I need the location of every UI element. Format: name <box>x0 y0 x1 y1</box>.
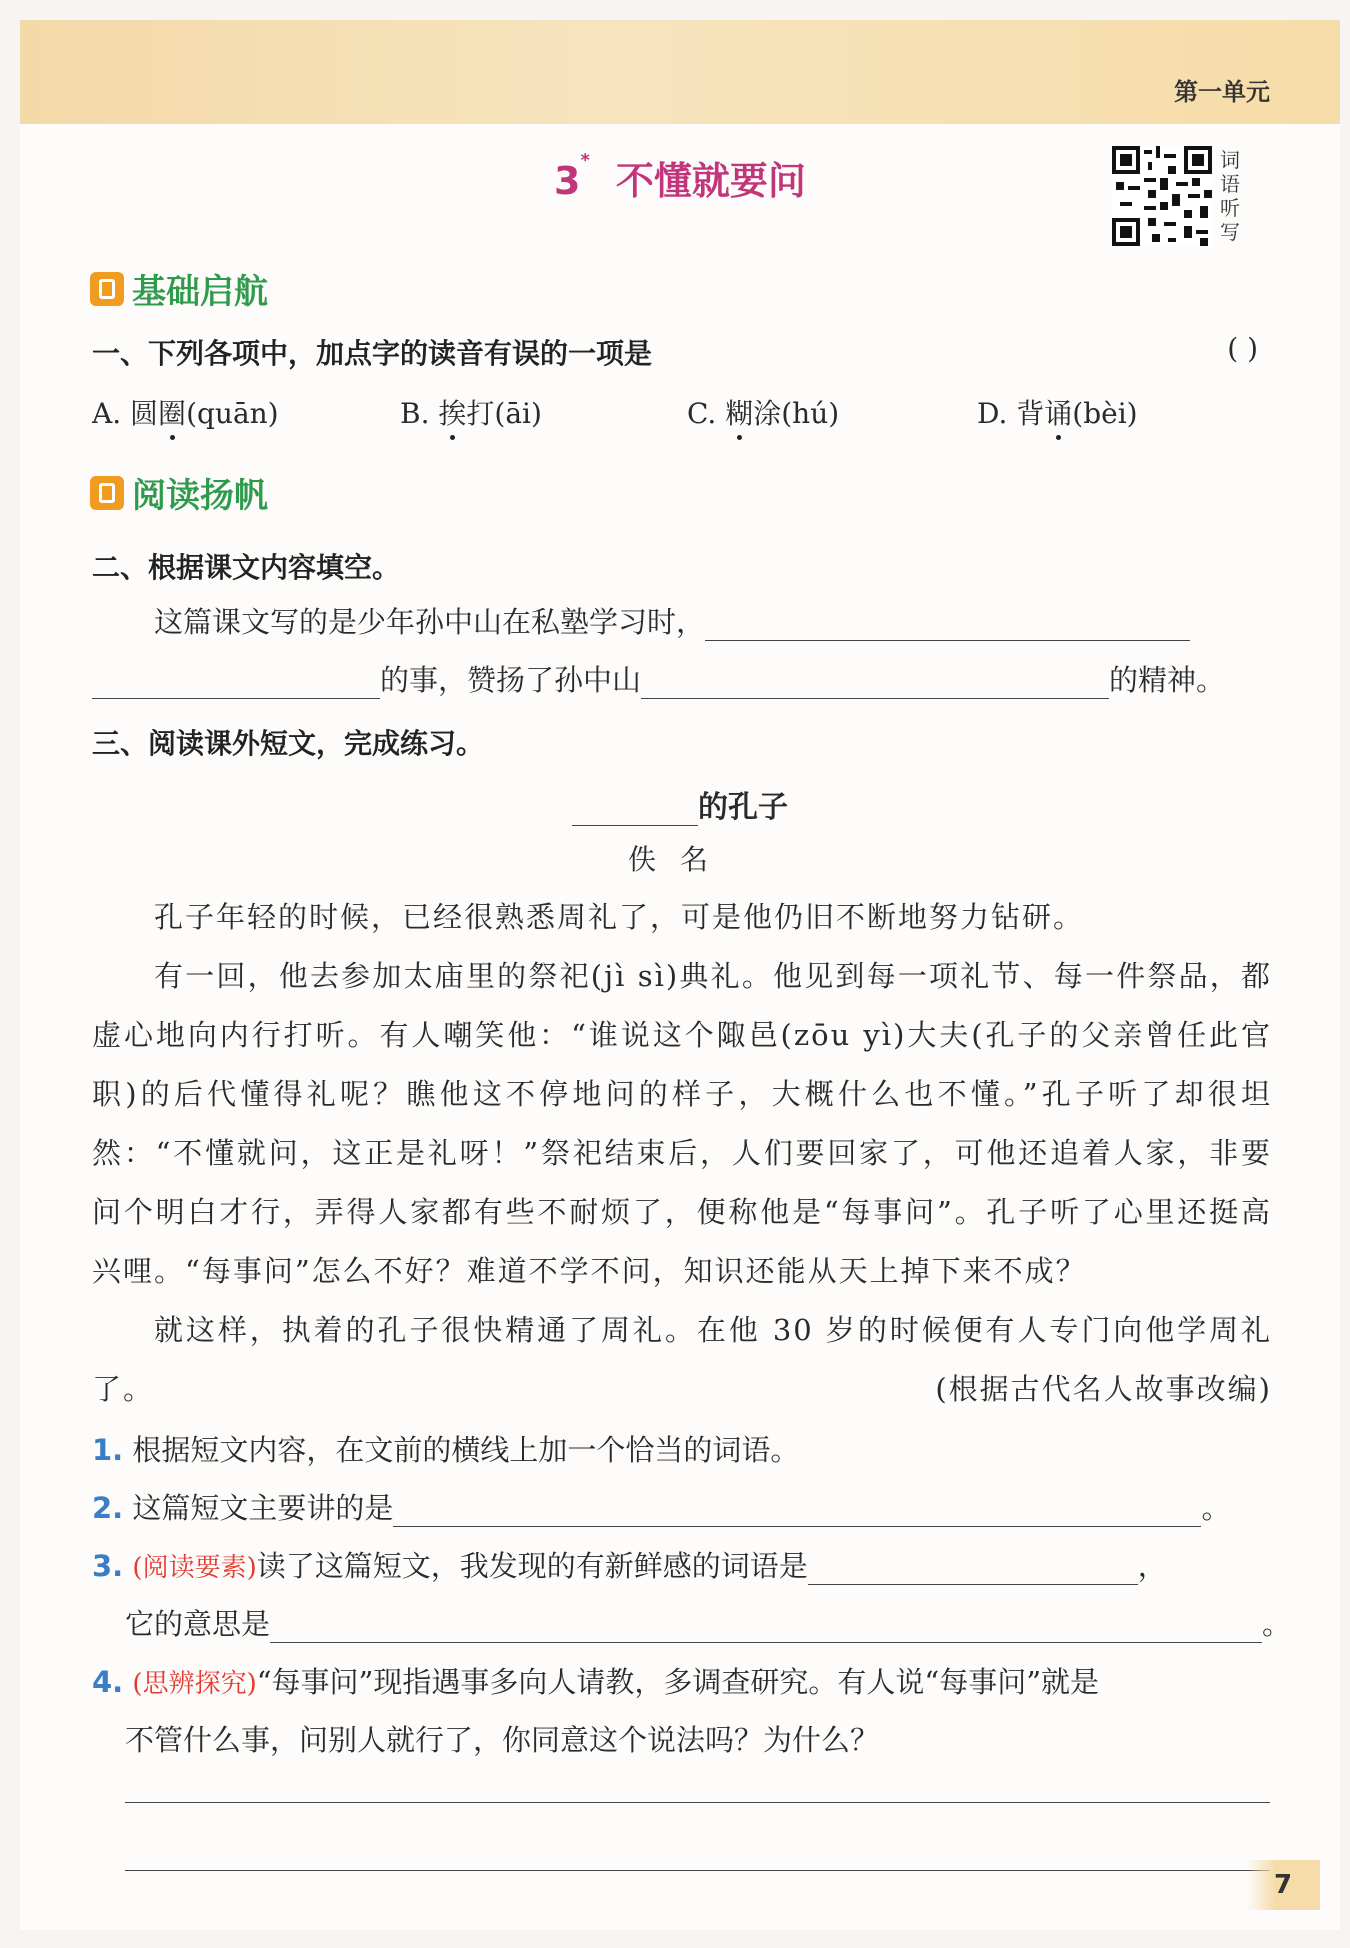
sail-icon <box>90 476 124 510</box>
option-a[interactable]: A. 圆圈(quān) <box>92 397 279 430</box>
anchor-icon <box>90 272 124 306</box>
passage-title: 的孔子 <box>20 782 1340 826</box>
lesson-name: 不懂就要问 <box>615 159 806 203</box>
paragraph-1: 孔子年轻的时候，已经很熟悉周礼了，可是他仍旧不断地努力钻研。 <box>154 900 1085 934</box>
q2-line1: 这篇课文写的是少年孙中山在私塾学习时， <box>154 600 1190 641</box>
q3-item-3-line2: 它的意思是 。 <box>125 1607 1292 1641</box>
answer-line-2[interactable] <box>125 1870 1270 1871</box>
qr-label: 词语听写 <box>1220 148 1240 244</box>
q3-item-3-blank-2[interactable] <box>270 1606 1262 1643</box>
q2-blank-3[interactable] <box>641 662 1109 699</box>
q3-item-2: 2. 这篇短文主要讲的是 。 <box>92 1491 1231 1525</box>
workbook-page <box>20 20 1340 1930</box>
page-number: 7 <box>1246 1860 1320 1910</box>
passage-body <box>92 888 1272 1419</box>
section-basic-label: 基础启航 <box>132 272 268 312</box>
q2-blank-1[interactable] <box>705 604 1190 641</box>
section-reading-label: 阅读扬帆 <box>132 476 268 516</box>
section-reading <box>90 468 268 517</box>
q3-item-4-line2: 不管什么事，问别人就行了，你同意这个说法吗？为什么？ <box>125 1723 880 1757</box>
q3-item-3: 3. (阅读要素)读了这篇短文，我发现的有新鲜感的词语是 ， <box>92 1549 1167 1583</box>
option-d[interactable]: D. 背诵(bèi) <box>977 397 1138 430</box>
q2-title: 二、根据课文内容填空。 <box>92 551 401 584</box>
option-c[interactable]: C. 糊涂(hú) <box>687 397 840 430</box>
unit-label: 第一单元 <box>1174 78 1270 106</box>
answer-line-1[interactable] <box>125 1802 1270 1803</box>
q2-blank-2[interactable] <box>92 662 380 699</box>
q3-item-1: 1. 根据短文内容，在文前的横线上加一个恰当的词语。 <box>92 1433 800 1467</box>
paragraph-2: 有一回，他去参加太庙里的祭祀(jì sì)典礼。他见到每一项礼节、每一件祭品，都虚心地向内行打听。有人嘲笑他：“谁说这个陬邑(zōu yì)大夫(孔子的父亲曾任此官职)的后代懂得礼呢？瞧他这不停地问的样子，大概什么也不懂。”孔子听了却很坦然：“不懂就问，这正是礼呀！”祭祀结束后，人们要回家了，可他还追着人家，非要问个明白才行，弄得人家都有些不耐烦了，便称他是“每事问”。孔子听了心里还挺高兴哩。“每事问”怎么不好？难道不学不问，知识还能从天上掉下来不成？ <box>92 959 1272 1288</box>
q3-title: 三、阅读课外短文，完成练习。 <box>92 727 485 760</box>
q1-title: 一、下列各项中，加点字的读音有误的一项是 <box>92 337 653 370</box>
q3-item-2-blank[interactable] <box>393 1490 1201 1527</box>
section-basic <box>90 264 268 313</box>
lesson-number: 3 <box>554 159 581 203</box>
q2-line2: 的事，赞扬了孙中山 的精神。 <box>92 658 1225 699</box>
q1-answer-paren[interactable]: ( ) <box>1227 332 1258 365</box>
option-b[interactable]: B. 挨打(āi) <box>400 397 542 430</box>
lesson-star: * <box>580 150 590 171</box>
q3-item-4: 4. (思辨探究)“每事问”现指遇事多向人请教，多调查研究。有人说“每事问”就是 <box>92 1665 1100 1699</box>
source-note: (根据古代名人故事改编) <box>935 1372 1272 1406</box>
passage-title-blank[interactable] <box>572 795 698 826</box>
q3-item-3-blank-1[interactable] <box>808 1548 1138 1585</box>
passage-author: 佚名 <box>627 843 732 876</box>
paragraph-3: 就这样，执着的孔子很快精通了周礼。在他 30 岁的时候便有人专门向他学周礼了。 (根据古代名人故事改编) <box>92 1301 1272 1419</box>
qr-code-icon[interactable] <box>1112 146 1212 246</box>
header-band <box>20 20 1340 124</box>
